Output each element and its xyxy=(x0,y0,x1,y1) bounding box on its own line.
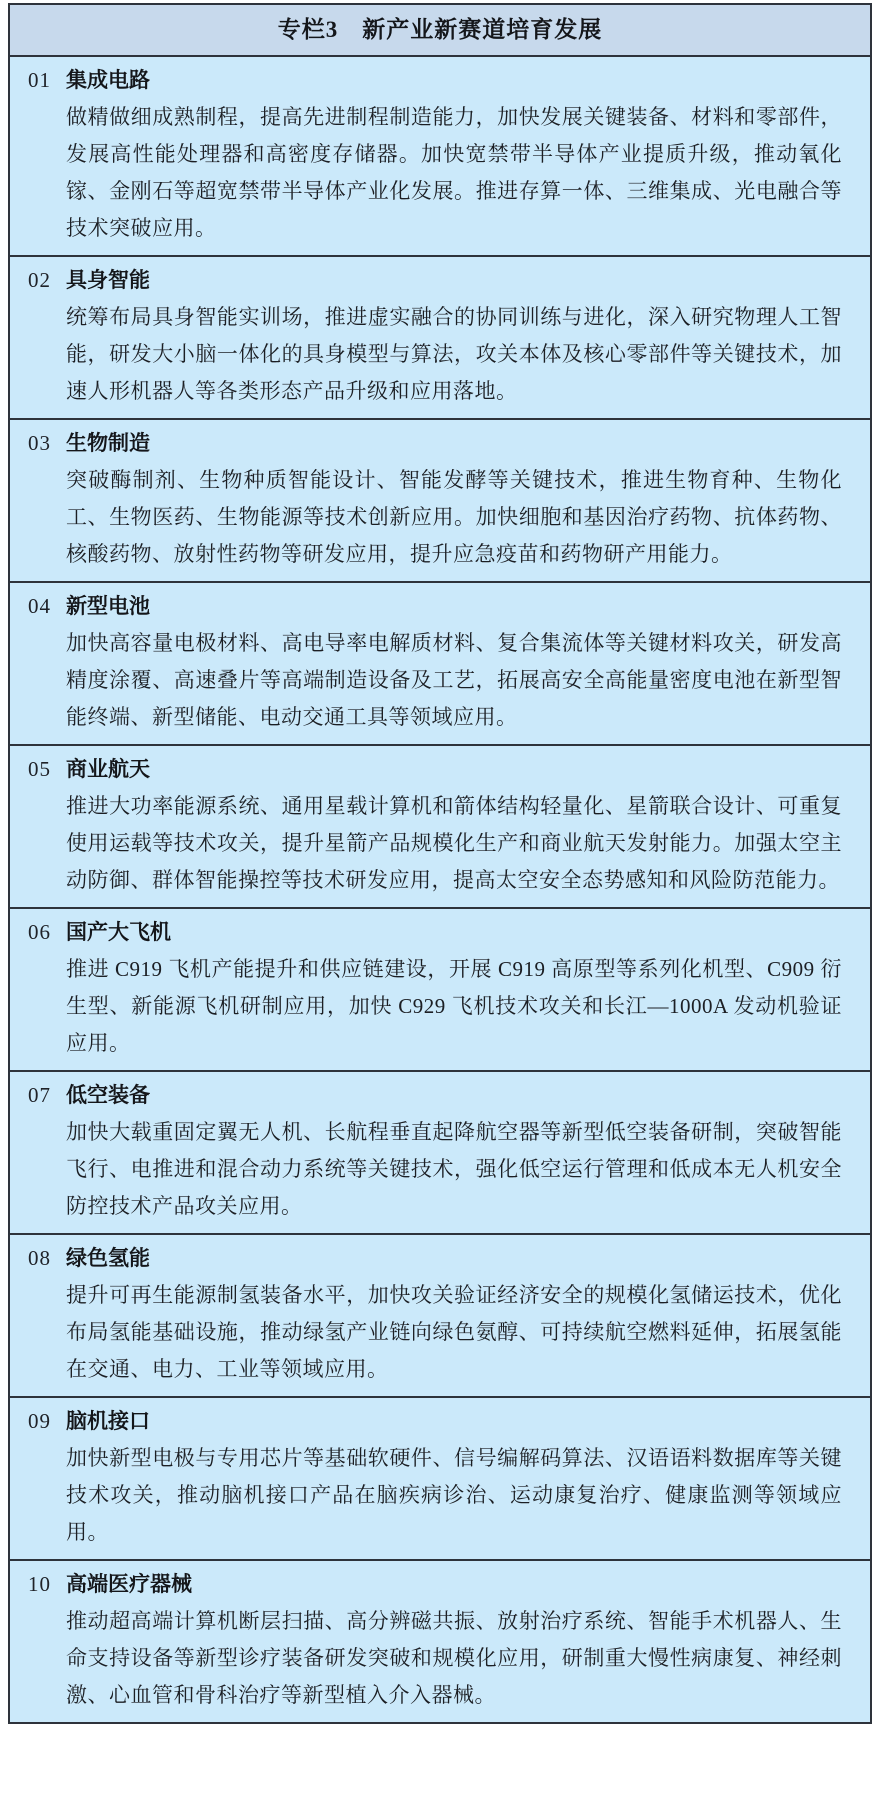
section-content xyxy=(66,916,842,1062)
section-content xyxy=(66,753,842,899)
section-title: 国产大飞机 xyxy=(66,920,171,944)
section-row-04 xyxy=(10,583,870,746)
section-row-07 xyxy=(10,1072,870,1235)
section-title: 集成电路 xyxy=(66,68,150,92)
section-title: 高端医疗器械 xyxy=(66,1572,192,1596)
section-title: 商业航天 xyxy=(66,757,150,781)
section-body: 突破酶制剂、生物种质智能设计、智能发酵等关键技术，推进生物育种、生物化工、生物医药、生物能源等技术创新应用。加快细胞和基因治疗药物、抗体药物、核酸药物、放射性药物等研发应用，提升应急疫苗和药物研产用能力。 xyxy=(66,468,842,566)
section-body: 加快大载重固定翼无人机、长航程垂直起降航空器等新型低空装备研制，突破智能飞行、电推进和混合动力系统等关键技术，强化低空运行管理和低成本无人机安全防控技术产品攻关应用。 xyxy=(66,1120,842,1218)
section-row-05 xyxy=(10,746,870,909)
section-title: 新型电池 xyxy=(66,594,150,618)
section-body: 推进大功率能源系统、通用星载计算机和箭体结构轻量化、星箭联合设计、可重复使用运载等技术攻关，提升星箭产品规模化生产和商业航天发射能力。加强太空主动防御、群体智能操控等技术研发应用，提高太空安全态势感知和风险防范能力。 xyxy=(66,794,842,892)
section-title: 绿色氢能 xyxy=(66,1246,150,1270)
section-title: 低空装备 xyxy=(66,1083,150,1107)
section-content xyxy=(66,590,842,736)
section-row-10 xyxy=(10,1561,870,1722)
section-body: 提升可再生能源制氢装备水平，加快攻关验证经济安全的规模化氢储运技术，优化布局氢能基础设施，推动绿氢产业链向绿色氨醇、可持续航空燃料延伸，拓展氢能在交通、电力、工业等领域应用。 xyxy=(66,1283,842,1381)
section-content xyxy=(66,1242,842,1388)
section-title: 生物制造 xyxy=(66,431,150,455)
column-3-panel xyxy=(8,3,872,1724)
section-content xyxy=(66,64,842,247)
section-row-06 xyxy=(10,909,870,1072)
section-content xyxy=(66,264,842,410)
section-body: 加快高容量电极材料、高电导率电解质材料、复合集流体等关键材料攻关，研发高精度涂覆、高速叠片等高端制造设备及工艺，拓展高安全高能量密度电池在新型智能终端、新型储能、电动交通工具等领域应用。 xyxy=(66,631,842,729)
section-number: 07 xyxy=(28,1083,51,1107)
section-row-09 xyxy=(10,1398,870,1561)
section-content xyxy=(66,427,842,573)
panel-title: 专栏3 新产业新赛道培育发展 xyxy=(10,5,870,57)
section-number: 02 xyxy=(28,268,51,292)
section-row-02 xyxy=(10,257,870,420)
section-row-08 xyxy=(10,1235,870,1398)
section-number: 09 xyxy=(28,1409,51,1433)
section-body: 做精做细成熟制程，提高先进制程制造能力，加快发展关键装备、材料和零部件，发展高性能处理器和高密度存储器。加快宽禁带半导体产业提质升级，推动氧化镓、金刚石等超宽禁带半导体产业化发展。推进存算一体、三维集成、光电融合等技术突破应用。 xyxy=(66,105,842,240)
section-number: 06 xyxy=(28,920,51,944)
section-content xyxy=(66,1405,842,1551)
section-title: 脑机接口 xyxy=(66,1409,150,1433)
section-body: 推进 C919 飞机产能提升和供应链建设，开展 C919 高原型等系列化机型、C909 衍生型、新能源飞机研制应用，加快 C929 飞机技术攻关和长江—1000A 发动机验证应用。 xyxy=(66,957,842,1055)
section-number: 03 xyxy=(28,431,51,455)
section-number: 04 xyxy=(28,594,51,618)
section-number: 05 xyxy=(28,757,51,781)
section-row-03 xyxy=(10,420,870,583)
section-number: 01 xyxy=(28,68,51,92)
section-number: 08 xyxy=(28,1246,51,1270)
section-content xyxy=(66,1079,842,1225)
section-row-01 xyxy=(10,57,870,257)
section-number: 10 xyxy=(28,1572,51,1596)
section-body: 加快新型电极与专用芯片等基础软硬件、信号编解码算法、汉语语料数据库等关键技术攻关，推动脑机接口产品在脑疾病诊治、运动康复治疗、健康监测等领域应用。 xyxy=(66,1446,842,1544)
section-title: 具身智能 xyxy=(66,268,150,292)
section-body: 统筹布局具身智能实训场，推进虚实融合的协同训练与进化，深入研究物理人工智能，研发大小脑一体化的具身模型与算法，攻关本体及核心零部件等关键技术，加速人形机器人等各类形态产品升级和应用落地。 xyxy=(66,305,842,403)
section-content xyxy=(66,1568,842,1714)
section-body: 推动超高端计算机断层扫描、高分辨磁共振、放射治疗系统、智能手术机器人、生命支持设备等新型诊疗装备研发突破和规模化应用，研制重大慢性病康复、神经刺激、心血管和骨科治疗等新型植入介入器械。 xyxy=(66,1609,842,1707)
